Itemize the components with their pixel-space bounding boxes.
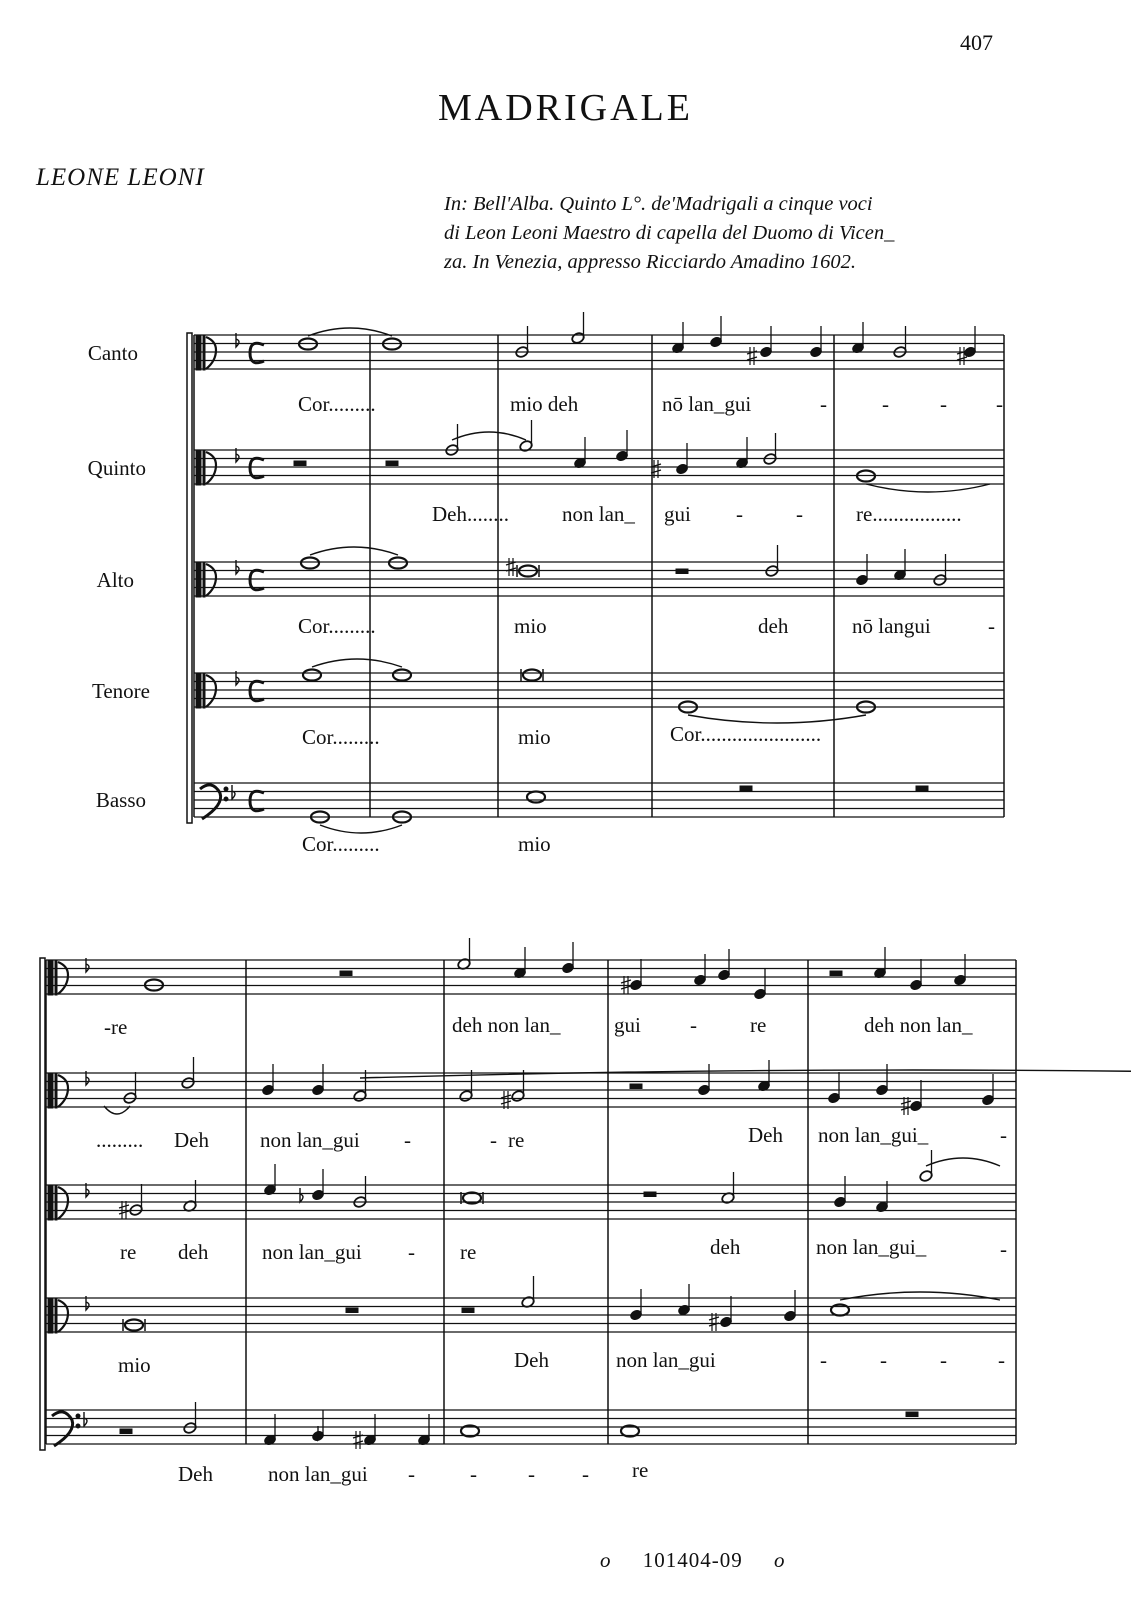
rest-icon xyxy=(386,461,398,466)
bass-clef-icon xyxy=(200,785,221,819)
sharp-icon xyxy=(901,1097,911,1115)
lyric: re................. xyxy=(856,502,962,526)
flat-icon xyxy=(318,1426,321,1440)
clef-icon xyxy=(206,675,216,707)
lyric: - xyxy=(1000,1237,1007,1261)
lyric: - xyxy=(690,1013,697,1037)
clef-icon xyxy=(196,562,201,597)
lyric: - xyxy=(940,392,947,416)
lyric: - xyxy=(940,1348,947,1372)
lyric: - xyxy=(820,392,827,416)
rest-icon xyxy=(906,1412,918,1417)
whole-note xyxy=(303,670,321,681)
sharp-icon xyxy=(709,1313,719,1331)
lyric: Deh xyxy=(174,1128,209,1152)
clef-icon xyxy=(48,1298,53,1333)
clef-icon xyxy=(203,673,205,708)
rest-icon xyxy=(294,461,306,466)
lyric: mio xyxy=(518,725,551,749)
lyric: non lan_ xyxy=(562,502,635,526)
lyric: gui xyxy=(614,1013,641,1037)
lyric: nō lan_gui xyxy=(662,392,752,416)
lyric: re xyxy=(750,1013,767,1037)
bass-clef-icon xyxy=(224,787,228,791)
rest-icon xyxy=(346,1308,358,1313)
clef-icon xyxy=(203,335,205,370)
source-line: In: Bell'Alba. Quinto L°. de'Madrigali a cinque voci xyxy=(444,193,873,215)
lyric: non lan_gui_ xyxy=(818,1123,929,1147)
clef-icon xyxy=(48,1073,53,1108)
lyric: - xyxy=(408,1462,415,1486)
tie-arc xyxy=(926,1158,1000,1166)
lyric: re xyxy=(632,1458,649,1482)
clef-icon xyxy=(203,562,205,597)
whole-note xyxy=(393,670,411,681)
lyric: - xyxy=(470,1462,477,1486)
clef-icon xyxy=(48,1185,53,1220)
lyric: mio xyxy=(518,832,551,856)
lyric: - xyxy=(490,1128,497,1152)
whole-note xyxy=(125,1320,143,1331)
lyric: Cor....................... xyxy=(670,722,822,746)
lyric: mio xyxy=(118,1353,151,1377)
catalog-code: 101404-09 xyxy=(642,1548,743,1572)
lyric: gui xyxy=(664,502,691,526)
whole-note xyxy=(523,670,541,681)
lyric: nō langui xyxy=(852,614,931,638)
clef-icon xyxy=(55,960,57,995)
tie-arc xyxy=(452,432,526,440)
flat-icon xyxy=(84,1412,87,1426)
clef-icon xyxy=(206,337,216,369)
lyric: deh xyxy=(758,614,789,638)
lyric: deh xyxy=(178,1240,209,1264)
tie-arc xyxy=(312,659,402,667)
tie-arc xyxy=(688,715,866,723)
clef-icon xyxy=(206,564,216,596)
rest-icon xyxy=(340,971,352,976)
lyric: Cor......... xyxy=(298,614,376,638)
lyric: Deh........ xyxy=(432,502,509,526)
lyric: Deh xyxy=(514,1348,549,1372)
lyric: mio deh xyxy=(510,392,579,416)
clef-icon xyxy=(58,1187,68,1219)
whole-note xyxy=(389,558,407,569)
voice-label-tenore: Tenore xyxy=(92,679,150,703)
lyric: non lan_gui_ xyxy=(816,1235,927,1259)
lyric: - xyxy=(996,392,1003,416)
lyric: Cor......... xyxy=(302,832,380,856)
lyric: Cor......... xyxy=(298,392,376,416)
sharp-icon xyxy=(506,558,516,576)
lyric: - xyxy=(404,1128,411,1152)
system-bracket xyxy=(187,333,192,823)
source-line: za. In Venezia, appresso Ricciardo Amadino 1602. xyxy=(444,251,857,273)
lyric: - xyxy=(998,1348,1005,1372)
tie-arc xyxy=(310,547,398,555)
clef-icon xyxy=(196,450,201,485)
lyric: - xyxy=(582,1462,589,1486)
lyric: deh xyxy=(710,1235,741,1259)
composer-name: LEONE LEONI xyxy=(36,164,205,191)
lyric: re xyxy=(460,1240,477,1264)
voice-label-quinto: Quinto xyxy=(87,456,146,480)
page-title: MADRIGALE xyxy=(438,87,693,129)
catalog-mark: o xyxy=(600,1548,612,1572)
lyric: deh non lan_ xyxy=(452,1013,561,1037)
lyric: deh non lan_ xyxy=(864,1013,973,1037)
voice-label-basso: Basso xyxy=(95,788,146,812)
lyric: mio xyxy=(514,614,547,638)
lyric: Cor......... xyxy=(302,725,380,749)
lyric: re xyxy=(508,1128,525,1152)
clef-icon xyxy=(58,1300,68,1332)
rest-icon xyxy=(120,1429,132,1434)
lyric: - xyxy=(796,502,803,526)
page-number: 407 xyxy=(960,30,993,55)
rest-icon xyxy=(830,971,842,976)
rest-icon xyxy=(462,1308,474,1313)
whole-note xyxy=(301,558,319,569)
lyric: - xyxy=(882,392,889,416)
bass-clef-icon xyxy=(52,1412,73,1446)
rest-icon xyxy=(740,786,752,791)
rest-icon xyxy=(630,1084,642,1089)
bass-clef-icon xyxy=(76,1414,80,1418)
rest-icon xyxy=(644,1192,656,1197)
voice-label-canto: Canto xyxy=(87,341,138,365)
tie-arc xyxy=(320,825,402,833)
lyric: re xyxy=(120,1240,137,1264)
clef-icon xyxy=(58,962,68,994)
sharp-icon xyxy=(747,347,757,365)
lyric: -re xyxy=(104,1015,128,1039)
clef-icon xyxy=(196,335,201,370)
lyric: - xyxy=(820,1348,827,1372)
lyric: Deh xyxy=(748,1123,783,1147)
clef-icon xyxy=(196,673,201,708)
clef-icon xyxy=(203,450,205,485)
lyric: non lan_gui xyxy=(268,1462,368,1486)
lyric: - xyxy=(1000,1123,1007,1147)
rest-icon xyxy=(676,569,688,574)
flat-icon xyxy=(300,1188,303,1202)
catalog-mark: o xyxy=(774,1548,786,1572)
clef-icon xyxy=(55,1185,57,1220)
clef-icon xyxy=(206,452,216,484)
lyric: non lan_gui xyxy=(616,1348,716,1372)
clef-icon xyxy=(55,1073,57,1108)
rest-icon xyxy=(916,786,928,791)
system-bracket xyxy=(40,958,45,1450)
lyric: non lan_gui xyxy=(262,1240,362,1264)
lyric: - xyxy=(736,502,743,526)
lyric: Deh xyxy=(178,1462,213,1486)
lyric: non lan_gui xyxy=(260,1128,360,1152)
sharp-icon xyxy=(353,1431,363,1449)
sharp-icon xyxy=(501,1091,511,1109)
clef-icon xyxy=(58,1075,68,1107)
lyric: - xyxy=(528,1462,535,1486)
lyric: ......... xyxy=(96,1128,144,1152)
lyric: - xyxy=(988,614,995,638)
whole-note xyxy=(527,792,545,803)
bass-clef-icon xyxy=(224,797,228,801)
clef-icon xyxy=(55,1298,57,1333)
tie-arc xyxy=(866,484,990,492)
voice-label-alto: Alto xyxy=(96,568,134,592)
lyric: - xyxy=(880,1348,887,1372)
lyric: - xyxy=(408,1240,415,1264)
clef-icon xyxy=(48,960,53,995)
bass-clef-icon xyxy=(76,1424,80,1428)
flat-icon xyxy=(232,785,235,799)
tie-arc xyxy=(840,1292,1000,1300)
source-line: di Leon Leoni Maestro di capella del Duomo di Vicen_ xyxy=(444,222,895,244)
